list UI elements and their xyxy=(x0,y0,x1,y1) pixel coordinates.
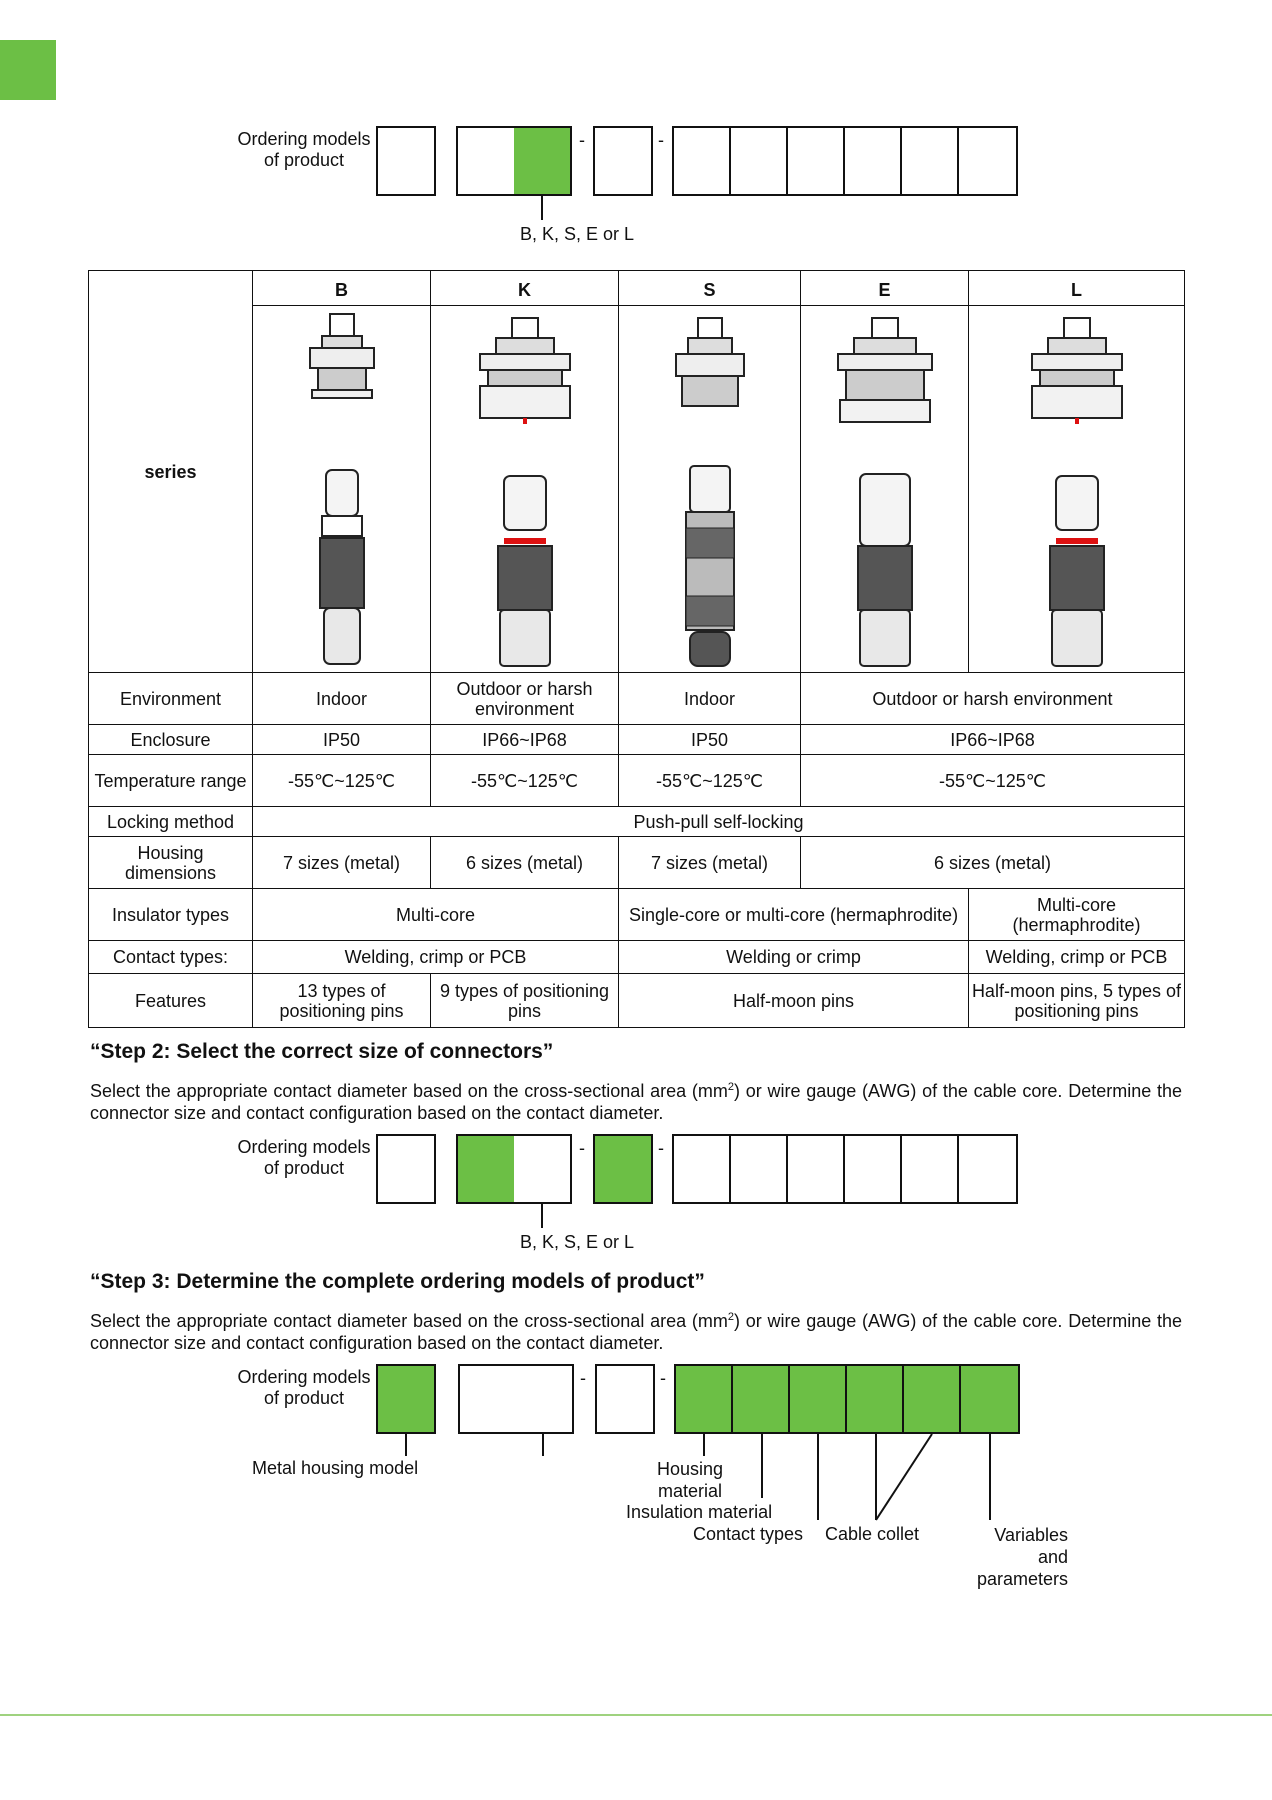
connector-image-l xyxy=(969,306,1185,673)
ordering-diagram-2 xyxy=(0,1132,1272,1252)
col-header-e: E xyxy=(801,271,969,306)
series-caption: B, K, S, E or L xyxy=(520,1232,635,1252)
cell-features-l: Half-moon pins, 5 types of positioning pins xyxy=(969,974,1185,1028)
leader-line xyxy=(817,1434,819,1520)
footer-rule xyxy=(0,1714,1272,1716)
label-contact-types: Contact types xyxy=(693,1524,804,1544)
cell-locking-all: Push-pull self-locking xyxy=(253,807,1185,837)
step3-title: “Step 3: Determine the complete ordering models of product” xyxy=(90,1270,705,1293)
row-label-features: Features xyxy=(89,974,253,1028)
row-label-enclosure: Enclosure xyxy=(89,725,253,755)
code-box-housing xyxy=(376,1134,436,1204)
cell-insulator-bk: Multi-core xyxy=(253,889,619,941)
ordering-label: Ordering models of product xyxy=(237,129,371,170)
cell-enclosure-k: IP66~IP68 xyxy=(431,725,619,755)
connector-image-e xyxy=(801,306,969,673)
code-box-config xyxy=(672,1134,1018,1204)
cell-enclosure-s: IP50 xyxy=(619,725,801,755)
col-header-k: K xyxy=(431,271,619,306)
step3-text: Select the appropriate contact diameter based on the cross-sectional area $(mm^2)$ or wire gauge (AWG) of the cable core. Determine the connector size and contact configuration based on the contact diameter. xyxy=(90,1311,1182,1353)
row-label-locking: Locking method xyxy=(89,807,253,837)
col-header-l: L xyxy=(969,271,1185,306)
cell-enclosure-b: IP50 xyxy=(253,725,431,755)
cell-environment-el: Outdoor or harsh environment xyxy=(801,673,1185,725)
series-label: series xyxy=(89,271,253,673)
code-box-config xyxy=(672,126,1018,196)
series-spec-table xyxy=(88,270,1185,1028)
code-box-size xyxy=(593,126,653,196)
leader-line xyxy=(405,1434,407,1456)
cell-environment-b: Indoor xyxy=(253,673,431,725)
cell-features-se: Half-moon pins xyxy=(619,974,969,1028)
step2-text: Select the appropriate contact diameter based on the cross-sectional area $(mm^2)$ or wire gauge (AWG) of the cable core. Determine the connector size and contact configuration based on the contact diameter. xyxy=(90,1081,1182,1123)
row-label-housing: Housing dimensions xyxy=(89,837,253,889)
ordering-diagram-1 xyxy=(0,124,1272,244)
cell-insulator-se: Single-core or multi-core (hermaphrodite) xyxy=(619,889,969,941)
cell-housing-b: 7 sizes (metal) xyxy=(253,837,431,889)
code-box-series xyxy=(456,1134,572,1204)
cell-contact-bk: Welding, crimp or PCB xyxy=(253,941,619,974)
cell-environment-k: Outdoor or harsh environment xyxy=(431,673,619,725)
dash: - xyxy=(658,130,664,150)
ordering-label: Ordering models of product xyxy=(237,1367,371,1408)
step2-title: “Step 2: Select the correct size of connectors” xyxy=(90,1040,554,1063)
dash: - xyxy=(660,1368,666,1388)
leader-line xyxy=(989,1434,991,1520)
dash: - xyxy=(579,1138,585,1158)
col-header-b: B xyxy=(253,271,431,306)
code-box-size xyxy=(593,1134,653,1204)
cell-temperature-b: -55℃~125℃ xyxy=(253,755,431,807)
cell-temperature-s: -55℃~125℃ xyxy=(619,755,801,807)
leader-line xyxy=(541,1204,543,1228)
connector-image-b xyxy=(253,306,431,673)
ordering-diagram-3 xyxy=(0,1362,1272,1602)
cell-housing-el: 6 sizes (metal) xyxy=(801,837,1185,889)
cell-features-k: 9 types of positioning pins xyxy=(431,974,619,1028)
cell-temperature-el: -55℃~125℃ xyxy=(801,755,1185,807)
leader-line xyxy=(703,1434,705,1456)
label-insulation-material: Insulation material xyxy=(626,1502,773,1522)
ordering-label: Ordering models of product xyxy=(237,1137,371,1178)
cell-enclosure-el: IP66~IP68 xyxy=(801,725,1185,755)
code-box-series xyxy=(458,1364,574,1434)
cell-contact-se: Welding or crimp xyxy=(619,941,969,974)
cell-features-b: 13 types of positioning pins xyxy=(253,974,431,1028)
row-label-contact: Contact types: xyxy=(89,941,253,974)
row-label-temperature: Temperature range xyxy=(89,755,253,807)
cell-housing-k: 6 sizes (metal) xyxy=(431,837,619,889)
cell-contact-l: Welding, crimp or PCB xyxy=(969,941,1185,974)
code-cell-series-letter xyxy=(514,128,570,194)
cell-temperature-k: -55℃~125℃ xyxy=(431,755,619,807)
dash: - xyxy=(580,1368,586,1388)
label-housing-material: Housing material xyxy=(656,1459,724,1501)
connector-image-s xyxy=(619,306,801,673)
label-variables: Variables and parameters xyxy=(976,1525,1068,1589)
code-box-config xyxy=(674,1364,1020,1434)
connector-image-k xyxy=(431,306,619,673)
row-label-insulator: Insulator types xyxy=(89,889,253,941)
dash: - xyxy=(579,130,585,150)
section-tab xyxy=(0,40,56,100)
cell-environment-s: Indoor xyxy=(619,673,801,725)
row-label-environment: Environment xyxy=(89,673,253,725)
code-box-housing xyxy=(376,126,436,196)
code-cell-size-highlight xyxy=(458,1136,514,1202)
code-box-series xyxy=(456,126,572,196)
cell-insulator-l: Multi-core (hermaphrodite) xyxy=(969,889,1185,941)
code-box-size xyxy=(595,1364,655,1434)
series-caption: B, K, S, E or L xyxy=(520,224,635,244)
label-metal-housing: Metal housing model xyxy=(252,1458,419,1478)
code-box-housing xyxy=(376,1364,436,1434)
cell-housing-s: 7 sizes (metal) xyxy=(619,837,801,889)
dash: - xyxy=(658,1138,664,1158)
label-cable-collet: Cable collet xyxy=(825,1524,920,1544)
leader-line xyxy=(541,196,543,220)
leader-line xyxy=(542,1434,544,1456)
leader-line xyxy=(761,1434,763,1498)
col-header-s: S xyxy=(619,271,801,306)
collet-leader-lines xyxy=(860,1434,940,1526)
